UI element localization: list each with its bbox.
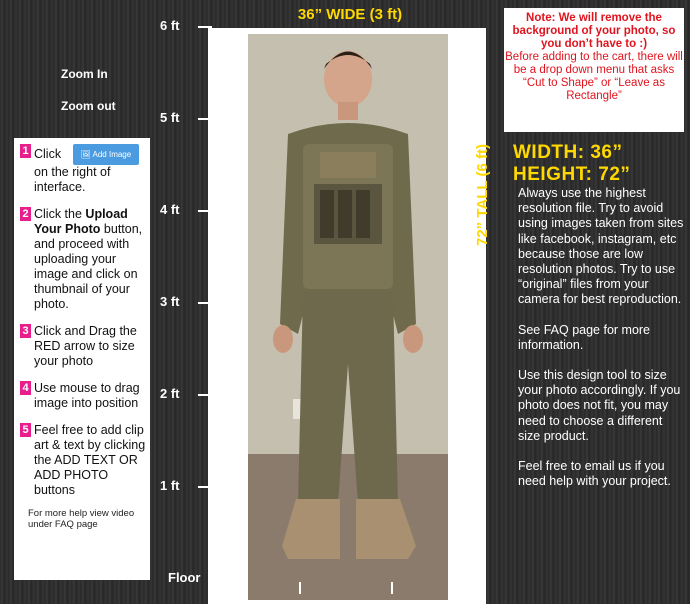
dimensions — [513, 142, 630, 186]
step-number: 1 — [20, 144, 31, 158]
note-line2: Before adding to the cart, there will be a drop down menu that asks “Cut to Shape” or “Leave as Rectangle” — [505, 51, 683, 102]
step-number: 2 — [20, 207, 31, 221]
step2-text-a: Click the — [34, 207, 82, 221]
instructions-panel — [14, 138, 150, 580]
note-line1: Note: We will remove the background of your photo, so you don’t have to :) — [512, 12, 676, 50]
canvas-width-label: 36” WIDE (3 ft) — [297, 6, 403, 23]
note-box — [504, 8, 684, 132]
step-number: 4 — [20, 381, 31, 395]
canvas-height-label: 72” TALL (6 ft) — [474, 144, 491, 246]
zoom-out-button[interactable]: Zoom out — [61, 99, 116, 113]
info-paragraph: See FAQ page for more information. — [518, 322, 651, 352]
floor-tick — [391, 582, 393, 594]
floor-tick — [484, 582, 486, 594]
step-1 — [20, 144, 146, 195]
step-2 — [20, 207, 146, 312]
info-paragraph: Use this design tool to size your photo accordingly. If you photo does not fit, you may need to choose a different size product. — [518, 368, 681, 443]
step-number: 3 — [20, 324, 31, 338]
width-dimension: WIDTH: 36” — [513, 142, 623, 163]
floor-tick — [208, 582, 210, 594]
floor-label: Floor — [168, 570, 201, 585]
info-paragraph: Always use the highest resolution file. Try to avoid using images taken from sites like facebook, instagram, etc because those are low resolution photos. Try to use “original” files from your camera for best reproduction. — [518, 186, 684, 307]
step2-bold: Upload Your Photo — [34, 207, 128, 236]
ruler-5ft: 5 ft — [160, 110, 180, 125]
ruler-6ft: 6 ft — [160, 18, 180, 33]
step2-text-b: button, and proceed with uploading your image and click on thumbnail of your photo. — [34, 222, 143, 311]
ruler-1ft: 1 ft — [160, 478, 180, 493]
step-4 — [20, 381, 146, 411]
soldier-photo-icon — [248, 34, 448, 600]
info-text — [518, 186, 686, 504]
add-image-button-label: Add Image — [92, 150, 132, 159]
step4-text: Use mouse to drag image into position — [34, 381, 140, 410]
step1-text: Click — [34, 146, 62, 161]
step-5 — [20, 423, 146, 498]
step-3 — [20, 324, 146, 369]
ruler-4ft: 4 ft — [160, 202, 180, 217]
help-text: For more help view video under FAQ page — [28, 508, 135, 530]
info-paragraph: Feel free to email us if you need help with your project. — [518, 459, 671, 489]
step5-text: Feel free to add clip art & text by clicking the ADD TEXT OR ADD PHOTO buttons — [34, 423, 146, 497]
step1-text-b: on the right of interface. — [34, 165, 111, 194]
zoom-in-button[interactable]: Zoom In — [61, 67, 108, 81]
height-dimension: HEIGHT: 72” — [513, 164, 631, 185]
ruler-3ft: 3 ft — [160, 294, 180, 309]
step-number: 5 — [20, 423, 31, 437]
uploaded-photo[interactable] — [248, 34, 448, 600]
step3-text: Click and Drag the RED arrow to size your photo — [34, 324, 137, 368]
floor-tick — [299, 582, 301, 594]
add-image-button[interactable]: 🖼 Add Image — [73, 144, 140, 165]
ruler-2ft: 2 ft — [160, 386, 180, 401]
